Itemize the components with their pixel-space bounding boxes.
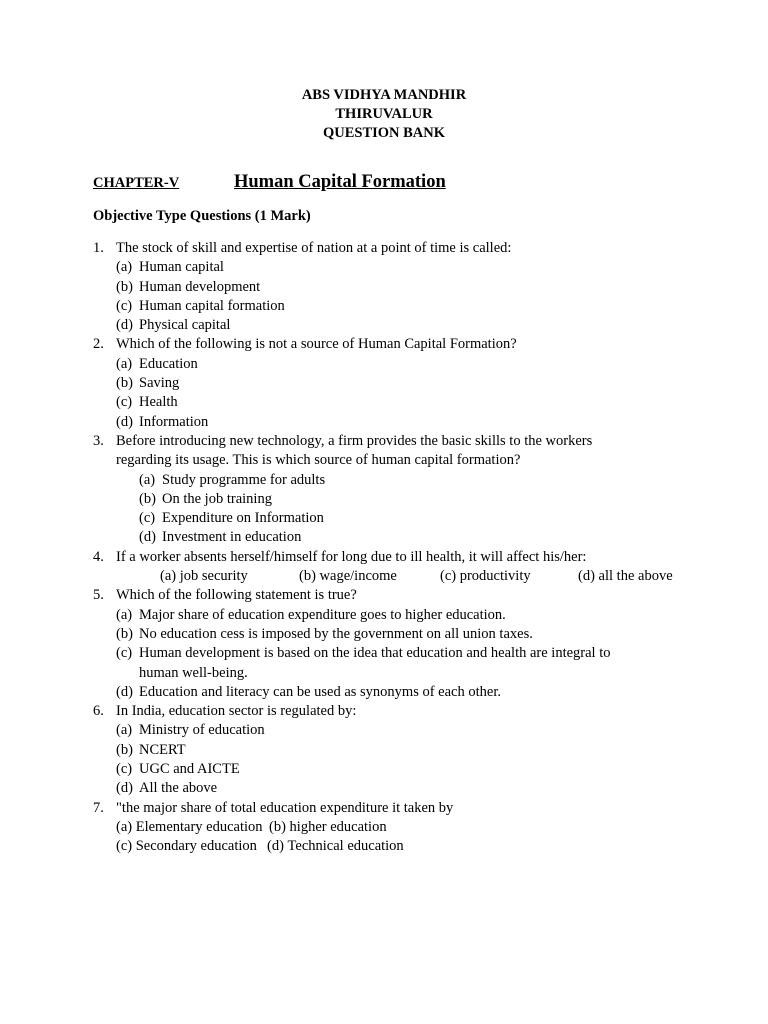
option-text: Study programme for adults xyxy=(162,471,326,488)
option-letter: (d) xyxy=(116,683,133,700)
option-text-line-1: Human development is based on the idea that education and health are integral to xyxy=(139,645,611,662)
option-text: wage/income xyxy=(319,568,397,585)
question-1 xyxy=(93,239,733,335)
option-letter: (b) xyxy=(116,741,133,758)
question-text-line-2: regarding its usage. This is which source of human capital formation? xyxy=(116,452,521,469)
option-text: UGC and AICTE xyxy=(139,761,240,778)
question-text: "the major share of total education expenditure it taken by xyxy=(116,799,454,816)
question-number: 5. xyxy=(93,587,104,604)
option-letter: (d) xyxy=(139,529,156,546)
option-text: all the above xyxy=(598,568,673,585)
option-letter: (d) xyxy=(116,413,133,430)
option-letter: (a) xyxy=(160,568,177,585)
option-d xyxy=(116,683,733,702)
option-letter: (c) xyxy=(116,394,133,411)
option-text-line-2: human well-being. xyxy=(139,664,248,681)
option-letter: (c) xyxy=(116,297,133,314)
option-letter: (b) xyxy=(116,278,133,295)
inline-options xyxy=(160,567,733,586)
option-text: Expenditure on Information xyxy=(162,510,324,527)
option-text: Education xyxy=(139,355,198,372)
question-list xyxy=(93,239,733,857)
option-d xyxy=(116,316,733,335)
question-number: 7. xyxy=(93,799,104,816)
option-text: Ministry of education xyxy=(139,722,265,739)
option-letter: (c) xyxy=(440,568,457,585)
question-2 xyxy=(93,335,733,431)
option-letter: (d) xyxy=(267,838,284,855)
option-text: productivity xyxy=(459,568,531,585)
question-5 xyxy=(93,586,733,702)
option-letter: (b) xyxy=(116,625,133,642)
option-text: Health xyxy=(139,394,178,411)
option-text: job security xyxy=(179,568,248,585)
question-number: 2. xyxy=(93,336,104,353)
question-7 xyxy=(93,799,733,857)
question-number: 1. xyxy=(93,240,104,256)
chapter-title: Human Capital Formation xyxy=(234,172,446,192)
option-c xyxy=(116,644,733,683)
option-a xyxy=(139,471,733,490)
option-b xyxy=(116,741,733,760)
option-letter: (a) xyxy=(116,259,133,276)
option-b xyxy=(269,818,387,837)
option-text: No education cess is imposed by the government on all union taxes. xyxy=(139,625,533,642)
option-letter: (a) xyxy=(116,818,133,835)
question-text: The stock of skill and expertise of nation at a point of time is called: xyxy=(116,240,512,256)
option-text: Saving xyxy=(139,375,180,392)
document-type: QUESTION BANK xyxy=(322,125,446,141)
option-letter: (a) xyxy=(139,471,156,488)
option-text: NCERT xyxy=(139,741,186,758)
option-a xyxy=(116,818,269,837)
option-text: Secondary education xyxy=(135,838,257,855)
option-letter: (b) xyxy=(139,490,156,507)
option-row-1 xyxy=(116,818,733,837)
option-text: Major share of education expenditure goes to higher education. xyxy=(139,606,506,623)
option-text: Elementary education xyxy=(135,818,263,835)
option-letter: (c) xyxy=(139,510,156,527)
question-text: Which of the following statement is true? xyxy=(116,587,357,604)
option-d xyxy=(578,567,673,586)
option-letter: (c) xyxy=(116,761,133,778)
option-text: Human development xyxy=(139,278,261,295)
option-letter: (a) xyxy=(116,606,133,623)
option-letter: (c) xyxy=(116,838,133,855)
option-text: Human capital formation xyxy=(139,297,285,314)
option-c xyxy=(139,509,733,528)
question-3 xyxy=(93,432,733,548)
option-b xyxy=(116,374,733,393)
option-letter: (a) xyxy=(116,722,133,739)
option-b xyxy=(116,278,733,297)
option-text: higher education xyxy=(289,818,387,835)
question-4 xyxy=(93,548,733,587)
option-a xyxy=(116,606,733,625)
question-text: If a worker absents herself/himself for long due to ill health, it will affect his/her: xyxy=(116,548,587,565)
option-c xyxy=(116,297,733,316)
option-b xyxy=(116,625,733,644)
school-place: THIRUVALUR xyxy=(335,106,433,122)
option-b xyxy=(299,567,440,586)
option-text: Physical capital xyxy=(139,317,231,334)
question-number: 3. xyxy=(93,432,104,449)
option-text: Human capital xyxy=(139,259,224,276)
option-d xyxy=(116,413,733,432)
option-a xyxy=(116,258,733,277)
option-d xyxy=(267,837,404,856)
option-text: Investment in education xyxy=(162,529,302,546)
option-c xyxy=(116,837,267,856)
option-letter: (c) xyxy=(116,645,133,662)
chapter-label: CHAPTER-V xyxy=(93,175,180,191)
option-c xyxy=(116,393,733,412)
chapter-heading xyxy=(93,172,446,198)
option-text: Information xyxy=(139,413,209,430)
option-letter: (d) xyxy=(578,568,595,585)
question-number: 4. xyxy=(93,548,104,565)
option-text: Technical education xyxy=(287,838,404,855)
school-name: ABS VIDHYA MANDHIR xyxy=(301,87,467,103)
option-row-2 xyxy=(116,837,733,856)
option-text: On the job training xyxy=(162,490,272,507)
section-heading: Objective Type Questions (1 Mark) xyxy=(93,208,311,224)
option-letter: (b) xyxy=(269,818,286,835)
option-a xyxy=(116,355,733,374)
question-6 xyxy=(93,702,733,798)
option-b xyxy=(139,490,733,509)
option-letter: (b) xyxy=(116,375,133,392)
option-letter: (b) xyxy=(299,568,316,585)
option-d xyxy=(139,528,733,547)
option-letter: (a) xyxy=(116,355,133,372)
question-text: Which of the following is not a source of Human Capital Formation? xyxy=(116,336,517,353)
option-text: Education and literacy can be used as synonyms of each other. xyxy=(139,683,501,700)
option-a xyxy=(160,567,299,586)
option-d xyxy=(116,779,733,798)
document-header xyxy=(0,86,768,143)
question-text-line-1: Before introducing new technology, a firm provides the basic skills to the workers xyxy=(116,432,593,449)
option-letter: (d) xyxy=(116,780,133,797)
question-number: 6. xyxy=(93,703,104,720)
option-c xyxy=(440,567,578,586)
option-a xyxy=(116,721,733,740)
option-text: All the above xyxy=(139,780,218,797)
question-text: In India, education sector is regulated by: xyxy=(116,703,357,720)
option-c xyxy=(116,760,733,779)
option-letter: (d) xyxy=(116,317,133,334)
